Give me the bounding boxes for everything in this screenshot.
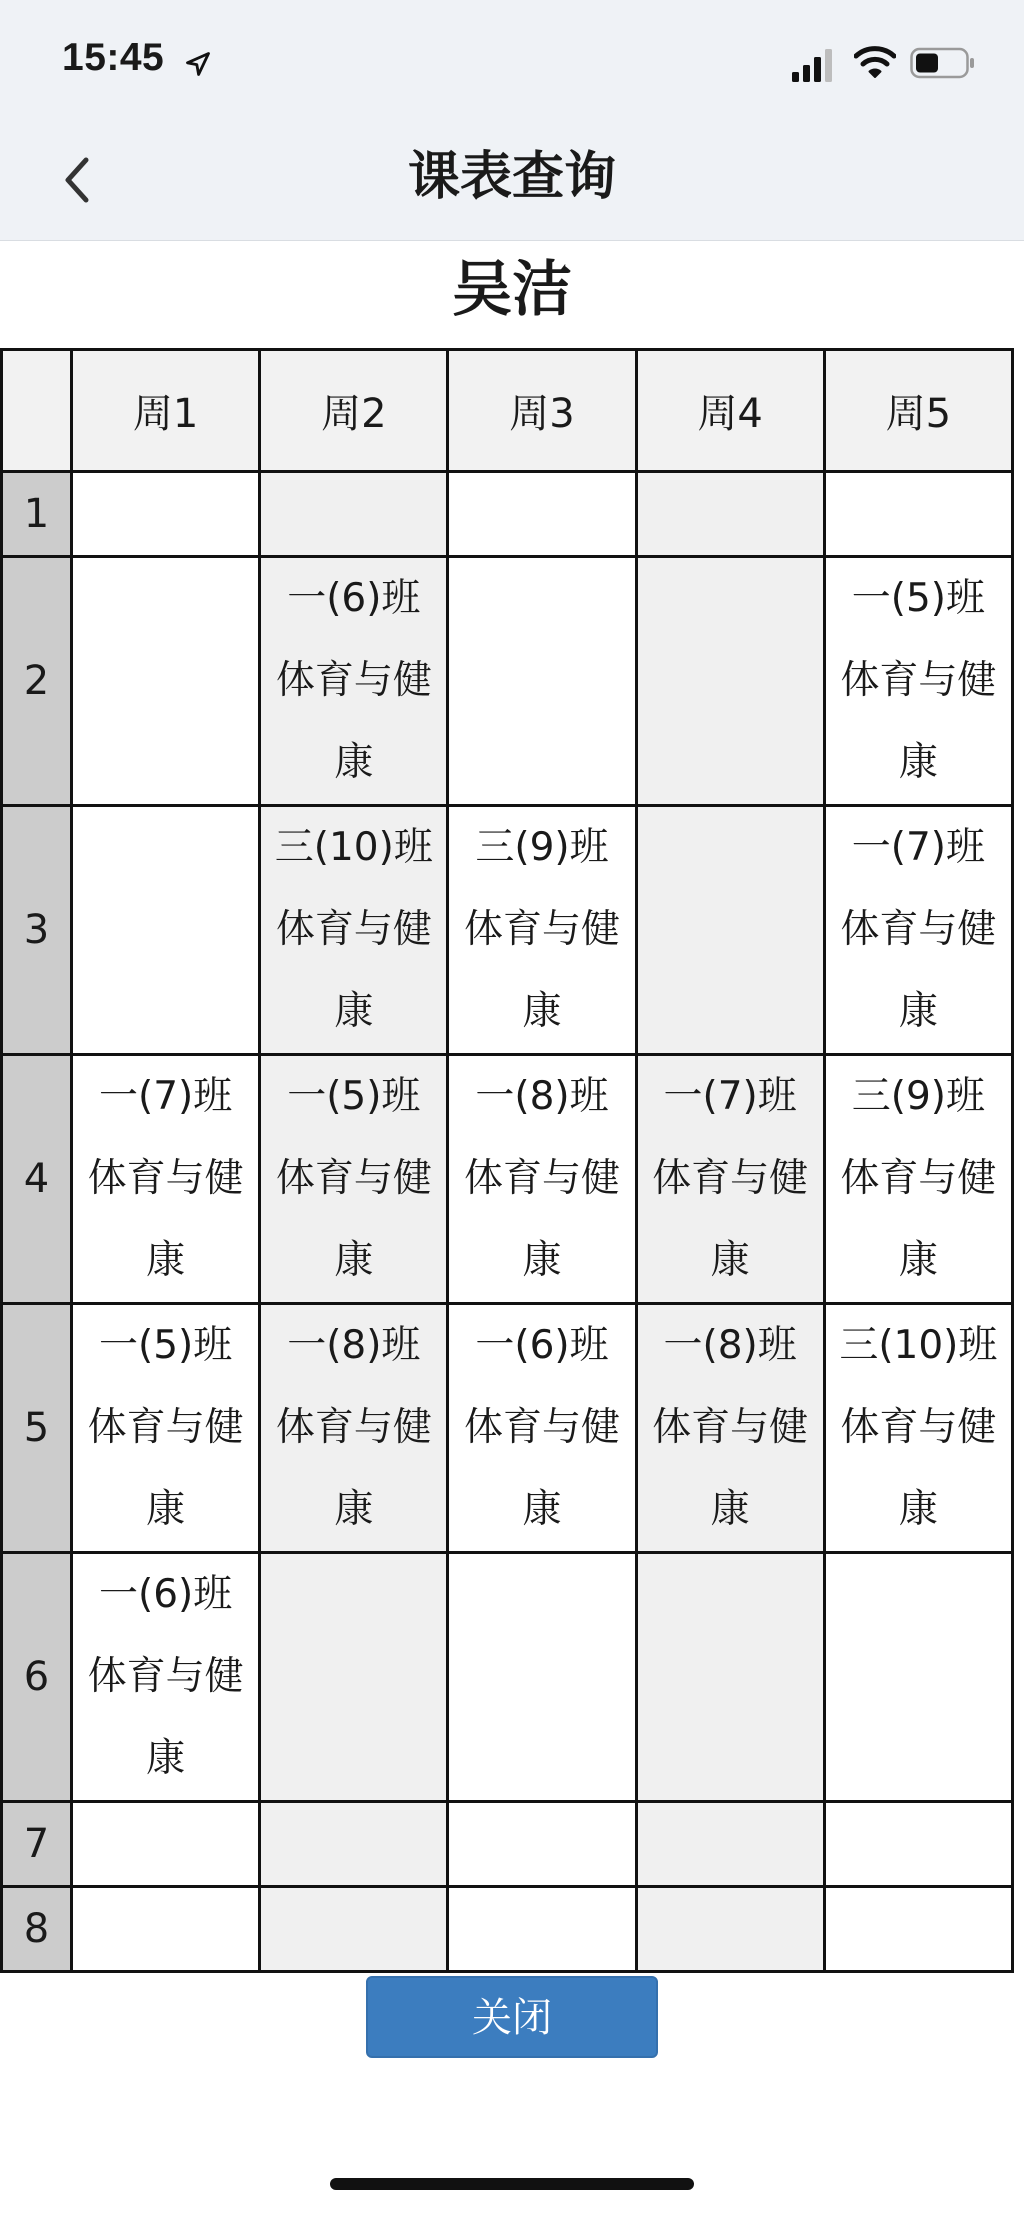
subject-name: 康 bbox=[146, 1238, 186, 1283]
schedule-cell bbox=[260, 557, 448, 806]
class-name: 一(6)班 bbox=[475, 1323, 609, 1368]
subject-name: 体育与健 bbox=[463, 907, 620, 952]
schedule-cell bbox=[824, 472, 1012, 557]
home-indicator bbox=[330, 2178, 694, 2190]
top-bar bbox=[0, 0, 1024, 241]
subject-name: 康 bbox=[710, 1487, 750, 1532]
subject-name: 体育与健 bbox=[87, 1654, 244, 1699]
subject-name: 康 bbox=[334, 989, 374, 1034]
schedule-cell bbox=[448, 1802, 636, 1887]
schedule-cell bbox=[260, 806, 448, 1055]
schedule-cell bbox=[824, 557, 1012, 806]
subject-name: 康 bbox=[898, 740, 938, 785]
schedule-cell bbox=[260, 1802, 448, 1887]
schedule-table bbox=[0, 348, 1014, 1973]
class-name: 一(5)班 bbox=[99, 1323, 233, 1368]
schedule-cell bbox=[824, 1553, 1012, 1802]
class-name: 三(10)班 bbox=[274, 825, 433, 870]
schedule-cell bbox=[448, 806, 636, 1055]
period-number: 8 bbox=[2, 1887, 72, 1972]
class-name: 三(9)班 bbox=[851, 1074, 985, 1119]
schedule-cell bbox=[824, 1055, 1012, 1304]
schedule-cell bbox=[824, 1887, 1012, 1972]
battery-icon bbox=[910, 47, 976, 79]
class-name: 三(10)班 bbox=[839, 1323, 998, 1368]
schedule-row bbox=[2, 557, 1013, 806]
subject-name: 康 bbox=[522, 1487, 562, 1532]
class-name: 三(9)班 bbox=[475, 825, 609, 870]
class-name: 一(8)班 bbox=[475, 1074, 609, 1119]
period-number: 3 bbox=[2, 806, 72, 1055]
class-name: 一(7)班 bbox=[851, 825, 985, 870]
schedule-cell bbox=[72, 1802, 260, 1887]
schedule-row bbox=[2, 1887, 1013, 1972]
subject-name: 体育与健 bbox=[652, 1156, 809, 1201]
day-header: 周1 bbox=[72, 350, 260, 472]
period-number: 1 bbox=[2, 472, 72, 557]
schedule-cell bbox=[72, 1887, 260, 1972]
schedule-cell bbox=[636, 1802, 824, 1887]
day-header: 周4 bbox=[636, 350, 824, 472]
subject-name: 体育与健 bbox=[275, 1156, 432, 1201]
subject-name: 体育与健 bbox=[275, 907, 432, 952]
subject-name: 康 bbox=[334, 1487, 374, 1532]
class-name: 一(6)班 bbox=[287, 576, 421, 621]
schedule-cell bbox=[824, 806, 1012, 1055]
schedule-row bbox=[2, 806, 1013, 1055]
period-number: 7 bbox=[2, 1802, 72, 1887]
subject-name: 康 bbox=[710, 1238, 750, 1283]
period-number: 6 bbox=[2, 1553, 72, 1802]
location-arrow-icon bbox=[184, 50, 212, 78]
subject-name: 康 bbox=[522, 989, 562, 1034]
subject-name: 康 bbox=[898, 989, 938, 1034]
schedule-cell bbox=[260, 1055, 448, 1304]
page-title: 课表查询 bbox=[407, 147, 616, 207]
schedule-row bbox=[2, 1802, 1013, 1887]
schedule-cell bbox=[72, 1553, 260, 1802]
schedule-cell bbox=[260, 1553, 448, 1802]
period-number: 5 bbox=[2, 1304, 72, 1553]
subject-name: 康 bbox=[334, 1238, 374, 1283]
day-header: 周5 bbox=[824, 350, 1012, 472]
class-name: 一(6)班 bbox=[99, 1572, 233, 1617]
close-button[interactable]: 关闭 bbox=[366, 1976, 658, 2058]
schedule-cell bbox=[636, 472, 824, 557]
schedule-cell bbox=[824, 1304, 1012, 1553]
class-name: 一(7)班 bbox=[99, 1074, 233, 1119]
subject-name: 体育与健 bbox=[275, 658, 432, 703]
subject-name: 体育与健 bbox=[275, 1405, 432, 1450]
subject-name: 康 bbox=[522, 1238, 562, 1283]
schedule-cell bbox=[72, 557, 260, 806]
schedule-cell bbox=[824, 1802, 1012, 1887]
schedule-cell bbox=[448, 472, 636, 557]
schedule-cell bbox=[448, 1553, 636, 1802]
schedule-cell bbox=[72, 806, 260, 1055]
schedule-cell bbox=[636, 557, 824, 806]
subject-name: 体育与健 bbox=[87, 1405, 244, 1450]
schedule-cell bbox=[448, 557, 636, 806]
subject-name: 体育与健 bbox=[652, 1405, 809, 1450]
schedule-cell bbox=[636, 1304, 824, 1553]
day-header: 周3 bbox=[448, 350, 636, 472]
schedule-cell bbox=[72, 1055, 260, 1304]
corner-cell bbox=[2, 350, 72, 472]
subject-name: 康 bbox=[146, 1736, 186, 1781]
class-name: 一(8)班 bbox=[663, 1323, 797, 1368]
schedule-row bbox=[2, 1553, 1013, 1802]
period-number: 2 bbox=[2, 557, 72, 806]
subject-name: 康 bbox=[334, 740, 374, 785]
schedule-cell bbox=[636, 1553, 824, 1802]
period-number: 4 bbox=[2, 1055, 72, 1304]
subject-name: 康 bbox=[898, 1238, 938, 1283]
schedule-cell bbox=[448, 1304, 636, 1553]
subject-name: 体育与健 bbox=[87, 1156, 244, 1201]
class-name: 一(5)班 bbox=[851, 576, 985, 621]
teacher-name: 吴洁 bbox=[452, 255, 572, 325]
subject-name: 康 bbox=[146, 1487, 186, 1532]
schedule-cell bbox=[260, 1887, 448, 1972]
subject-name: 体育与健 bbox=[463, 1405, 620, 1450]
schedule-cell bbox=[636, 1887, 824, 1972]
signal-icon bbox=[792, 48, 836, 82]
subject-name: 康 bbox=[898, 1487, 938, 1532]
schedule-cell bbox=[72, 472, 260, 557]
subject-name: 体育与健 bbox=[463, 1156, 620, 1201]
schedule-cell bbox=[448, 1055, 636, 1304]
schedule-cell bbox=[636, 1055, 824, 1304]
day-header: 周2 bbox=[260, 350, 448, 472]
schedule-cell bbox=[72, 1304, 260, 1553]
schedule-cell bbox=[260, 472, 448, 557]
subject-name: 体育与健 bbox=[840, 658, 997, 703]
schedule-row bbox=[2, 1055, 1013, 1304]
schedule-header-row bbox=[2, 350, 1013, 472]
subject-name: 体育与健 bbox=[840, 1405, 997, 1450]
schedule-row bbox=[2, 472, 1013, 557]
class-name: 一(8)班 bbox=[287, 1323, 421, 1368]
class-name: 一(5)班 bbox=[287, 1074, 421, 1119]
schedule-cell bbox=[260, 1304, 448, 1553]
wifi-icon bbox=[854, 44, 896, 80]
schedule-cell bbox=[636, 806, 824, 1055]
subject-name: 体育与健 bbox=[840, 907, 997, 952]
status-time: 15:45 bbox=[62, 36, 165, 79]
class-name: 一(7)班 bbox=[663, 1074, 797, 1119]
schedule-cell bbox=[448, 1887, 636, 1972]
schedule-row bbox=[2, 1304, 1013, 1553]
subject-name: 体育与健 bbox=[840, 1156, 997, 1201]
